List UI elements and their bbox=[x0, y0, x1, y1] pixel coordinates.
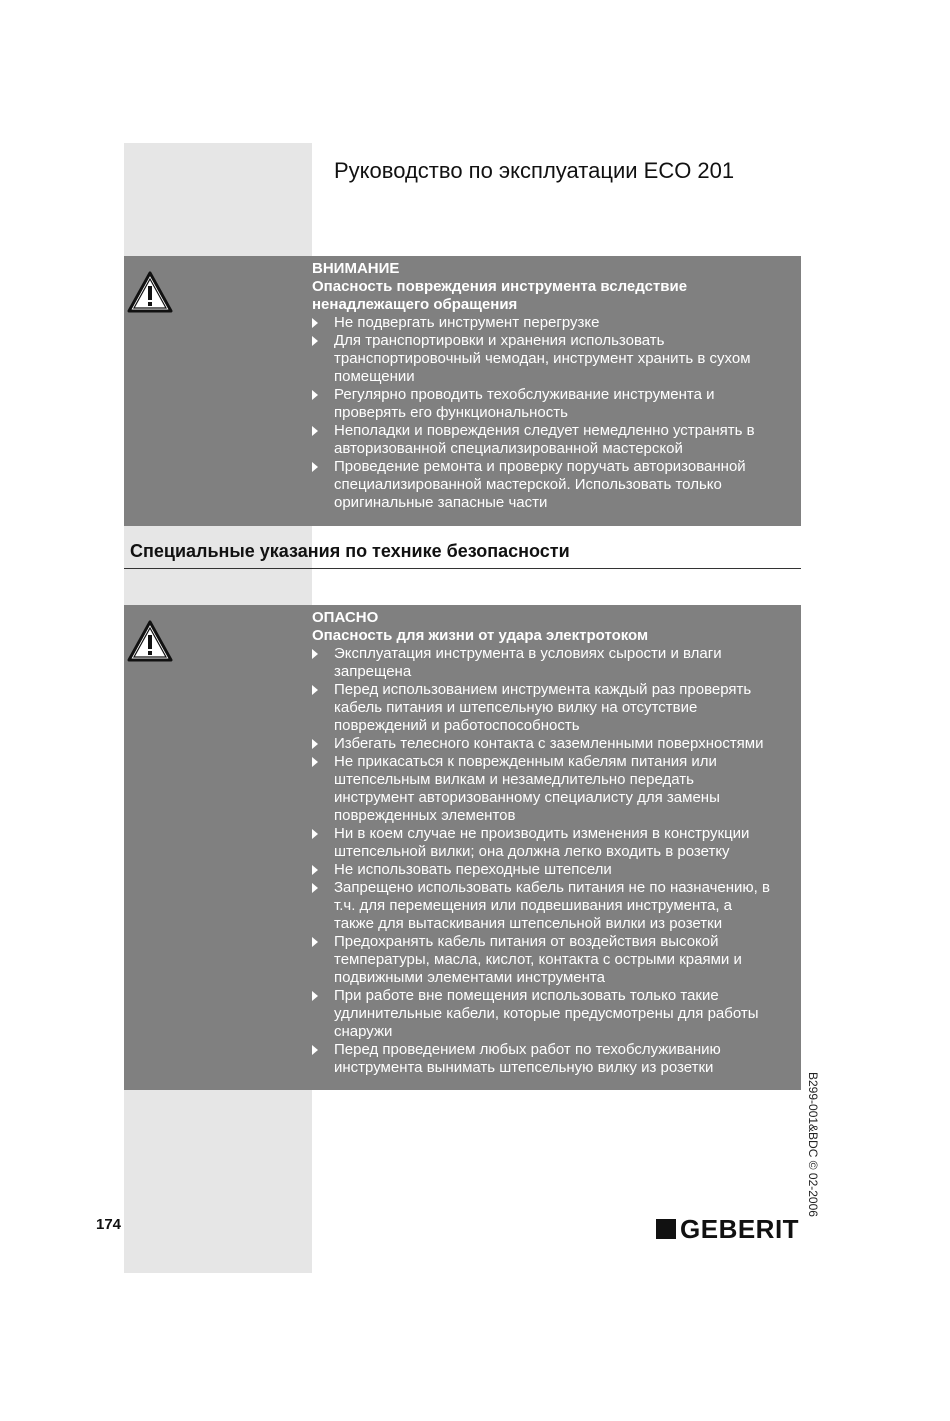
bullet-arrow-icon bbox=[312, 390, 318, 400]
list-item-line: транспортировочный чемодан, инструмент хранить в сухом bbox=[334, 350, 751, 367]
list-item-line: специализированной мастерской. Использовать только bbox=[334, 476, 722, 493]
bullet-arrow-icon bbox=[312, 829, 318, 839]
bullet-arrow-icon bbox=[312, 462, 318, 472]
list-item-line: авторизованной специализированной мастерской bbox=[334, 440, 683, 457]
warning-subtitle-line: ненадлежащего обращения bbox=[312, 296, 518, 313]
list-item-line: Неполадки и повреждения следует немедленно устранять в bbox=[334, 422, 755, 439]
page-title: Руководство по эксплуатации ECO 201 bbox=[334, 158, 735, 183]
list-item bbox=[312, 314, 801, 332]
bullet-arrow-icon bbox=[312, 1045, 318, 1055]
list-item-line: Перед проведением любых работ по техобслуживанию bbox=[334, 1041, 721, 1058]
bullet-arrow-icon bbox=[312, 649, 318, 659]
list-item-line: Регулярно проводить техобслуживание инструмента и bbox=[334, 386, 715, 403]
list-item bbox=[312, 1041, 801, 1077]
list-item bbox=[312, 332, 801, 386]
list-item bbox=[312, 753, 801, 825]
bullet-arrow-icon bbox=[312, 937, 318, 947]
list-item-line: подвижными элементами инструмента bbox=[334, 969, 605, 986]
bullet-arrow-icon bbox=[312, 739, 318, 749]
list-item-line: повреждений и работоспособность bbox=[334, 717, 580, 734]
list-item-line: инструмент авторизованному специалисту для замены bbox=[334, 789, 720, 806]
document-code-text: B299-001&BDC © 02-2006 bbox=[806, 1072, 820, 1217]
list-item bbox=[312, 933, 801, 987]
document-code bbox=[806, 1072, 842, 1217]
section-heading: Специальные указания по технике безопасности bbox=[130, 541, 570, 561]
list-item-line: также для вытаскивания штепсельной вилки из розетки bbox=[334, 915, 723, 932]
list-item-line: штепсельной вилки; она должна легко входить в розетку bbox=[334, 843, 730, 860]
list-item bbox=[312, 458, 801, 512]
list-item-line: запрещена bbox=[334, 663, 412, 680]
list-item-line: При работе вне помещения использовать только такие bbox=[334, 987, 719, 1004]
list-item bbox=[312, 645, 801, 681]
warning-list bbox=[312, 314, 801, 512]
list-item-line: Проведение ремонта и проверку поручать авторизованной bbox=[334, 458, 746, 475]
list-item bbox=[312, 386, 801, 422]
list-item bbox=[312, 825, 801, 861]
warning-label: ВНИМАНИЕ bbox=[312, 260, 400, 277]
list-item-line: помещении bbox=[334, 368, 415, 385]
list-item-line: проверять его функциональность bbox=[334, 404, 568, 421]
list-item bbox=[312, 879, 801, 933]
list-item-line: кабель питания и штепсельную вилку на отсутствие bbox=[334, 699, 698, 716]
bullet-arrow-icon bbox=[312, 318, 318, 328]
list-item-line: Эксплуатация инструмента в условиях сырости и влаги bbox=[334, 645, 722, 662]
list-item-line: штепсельным вилкам и незамедлительно передать bbox=[334, 771, 694, 788]
list-item bbox=[312, 987, 801, 1041]
warning-box bbox=[124, 256, 801, 526]
list-item-line: поврежденных элементов bbox=[334, 807, 516, 824]
list-item-line: оригинальные запасные части bbox=[334, 494, 548, 511]
geberit-logo bbox=[656, 1216, 799, 1242]
list-item-line: Ни в коем случае не производить изменения в конструкции bbox=[334, 825, 750, 842]
list-item-line: Для транспортировки и хранения использовать bbox=[334, 332, 665, 349]
logo-text: GEBERIT bbox=[680, 1214, 800, 1244]
warning-subtitle bbox=[312, 278, 801, 314]
bullet-arrow-icon bbox=[312, 426, 318, 436]
list-item-line: удлинительные кабели, которые предусмотрены для работы bbox=[334, 1005, 759, 1022]
warning-subtitle-line: Опасность повреждения инструмента вследствие bbox=[312, 278, 688, 295]
list-item-line: Не прикасаться к поврежденным кабелям питания или bbox=[334, 753, 717, 770]
bullet-arrow-icon bbox=[312, 336, 318, 346]
logo-square bbox=[656, 1219, 676, 1239]
warning-triangle-icon bbox=[126, 619, 174, 663]
bullet-arrow-icon bbox=[312, 883, 318, 893]
list-item-line: температуры, масла, кислот, контакта с острыми краями и bbox=[334, 951, 742, 968]
bullet-arrow-icon bbox=[312, 865, 318, 875]
bullet-arrow-icon bbox=[312, 757, 318, 767]
list-item-line: Перед использованием инструмента каждый раз проверять bbox=[334, 681, 752, 698]
bullet-arrow-icon bbox=[312, 991, 318, 1001]
page-number: 174 bbox=[96, 1216, 122, 1233]
list-item-line: снаружи bbox=[334, 1023, 393, 1040]
danger-subtitle: Опасность для жизни от удара электротоком bbox=[312, 627, 649, 644]
list-item-line: Предохранять кабель питания от воздействия высокой bbox=[334, 933, 719, 950]
list-item-line: Избегать телесного контакта с заземленными поверхностями bbox=[334, 735, 764, 752]
danger-box bbox=[124, 605, 801, 1090]
list-item-line: Запрещено использовать кабель питания не по назначению, в bbox=[334, 879, 770, 896]
list-item bbox=[312, 861, 801, 879]
bullet-arrow-icon bbox=[312, 685, 318, 695]
list-item-line: Не подвергать инструмент перегрузке bbox=[334, 314, 600, 331]
section-header bbox=[124, 541, 801, 569]
warning-triangle-icon bbox=[126, 270, 174, 314]
danger-label: ОПАСНО bbox=[312, 609, 379, 626]
list-item-line: Не использовать переходные штепсели bbox=[334, 861, 612, 878]
list-item bbox=[312, 735, 801, 753]
list-item-line: инструмента вынимать штепсельную вилку из розетки bbox=[334, 1059, 714, 1076]
list-item-line: т.ч. для перемещения или подвешивания инструмента, а bbox=[334, 897, 733, 914]
list-item bbox=[312, 681, 801, 735]
list-item bbox=[312, 422, 801, 458]
danger-list bbox=[312, 645, 801, 1077]
